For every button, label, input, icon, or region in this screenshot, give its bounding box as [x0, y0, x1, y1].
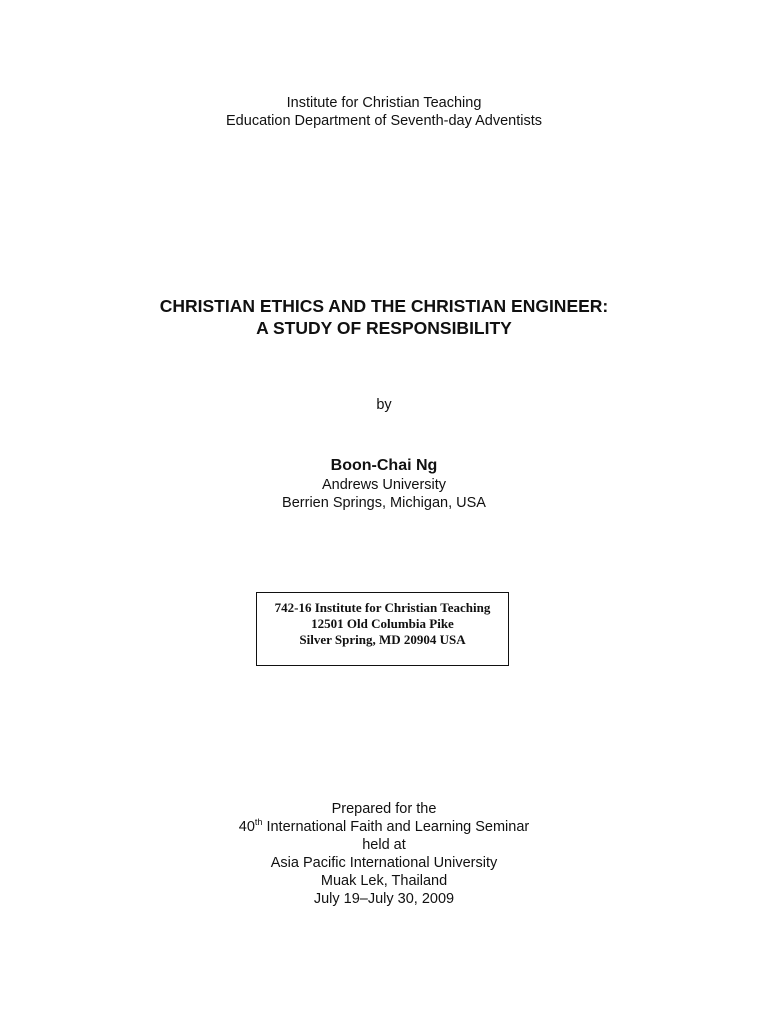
catalog-stamp — [256, 592, 509, 666]
held-at: held at — [362, 837, 406, 853]
author-affiliation: Andrews University — [321, 477, 447, 493]
title-line-2: A STUDY OF RESPONSIBILITY — [256, 318, 512, 338]
seminar-info — [0, 800, 768, 908]
host-university: Asia Pacific International University — [270, 855, 498, 871]
by-text: by — [376, 397, 392, 413]
prepared-for: Prepared for the — [331, 801, 437, 817]
title-line-1: CHRISTIAN ETHICS AND THE CHRISTIAN ENGINEER: — [159, 296, 609, 316]
seminar-dates: July 19–July 30, 2009 — [313, 891, 455, 907]
seminar-name: International Faith and Learning Seminar — [262, 819, 530, 835]
stamp-line-2: 12501 Old Columbia Pike — [311, 616, 454, 631]
seminar-ordinal: th — [254, 817, 263, 828]
author-block — [0, 456, 768, 512]
author-name: Boon-Chai Ng — [330, 457, 438, 474]
stamp-line-3: Silver Spring, MD 20904 USA — [299, 632, 466, 647]
department-name: Education Department of Seventh-day Adventists — [226, 113, 542, 129]
stamp-line-1: 742-16 Institute for Christian Teaching — [274, 600, 491, 615]
by-label — [0, 396, 768, 414]
seminar-title — [0, 818, 768, 836]
institution-header — [0, 94, 768, 130]
seminar-number: 40 — [238, 819, 255, 835]
host-location: Muak Lek, Thailand — [320, 873, 448, 889]
document-title — [0, 295, 768, 339]
author-location: Berrien Springs, Michigan, USA — [282, 495, 486, 511]
institution-name: Institute for Christian Teaching — [286, 95, 482, 111]
